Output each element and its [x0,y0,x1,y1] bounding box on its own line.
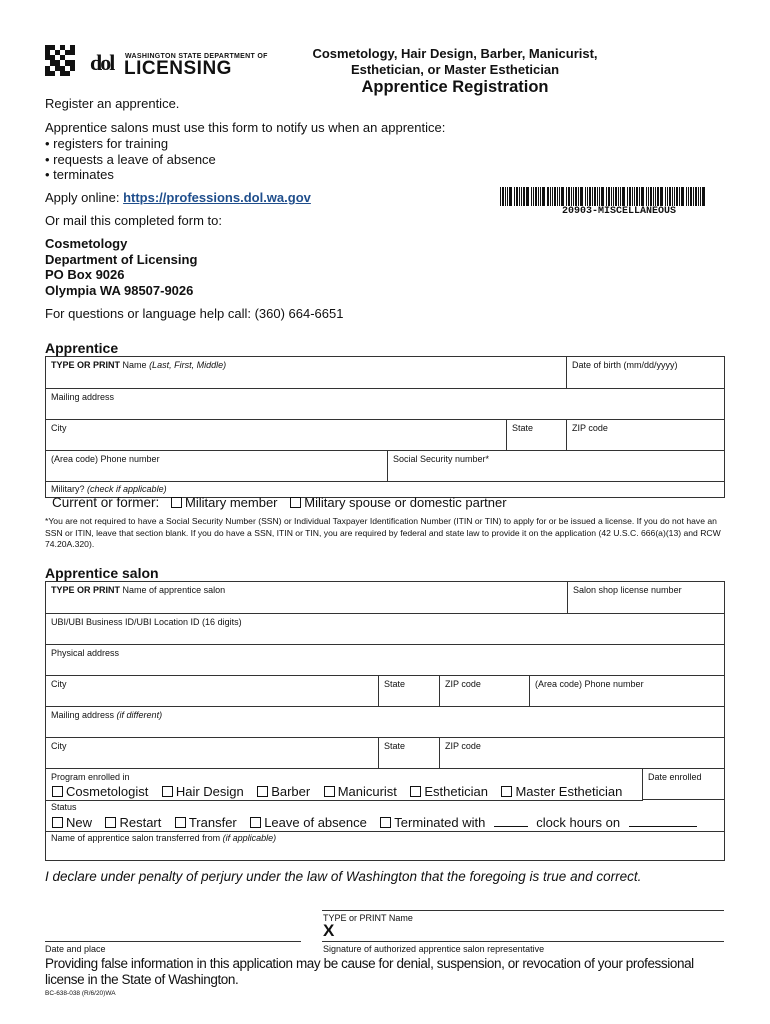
barcode-bar [538,187,539,206]
barcode-bar [669,187,671,206]
status-leave-checkbox[interactable]: Leave of absence [250,815,367,830]
barcode-bar [648,187,649,206]
date-enrolled-field[interactable]: Date enrolled [643,769,724,800]
apprentice-state-field[interactable]: State [507,420,567,451]
register-text: Register an apprentice. [45,96,180,111]
manicurist-checkbox[interactable]: Manicurist [324,784,397,799]
help-text: For questions or language help call: (360) 664-6651 [45,306,344,321]
apply-online-link[interactable]: https://professions.dol.wa.gov [123,190,311,205]
barcode-bar [601,187,604,206]
program-label: Program enrolled in [46,769,643,800]
barcode-bar [620,187,621,206]
barcode-bar [535,187,537,206]
barcode-bar [667,187,668,206]
date-place-label: Date and place [45,944,106,954]
declaration-statement: I declare under penalty of perjury under the law of Washington that the foregoing is true and correct. [45,869,642,884]
barcode-bar [533,187,534,206]
barcode-bar [702,187,705,206]
transferred-from-field[interactable]: Name of apprentice salon transferred from (if applicable) [51,833,277,843]
dol-logo-icon: dol [90,50,114,75]
barcode-bar [540,187,541,206]
military-spouse-checkbox[interactable]: Military spouse or domestic partner [290,495,506,510]
apprentice-mailing-field[interactable]: Mailing address [46,389,724,420]
mail-label: Or mail this completed form to: [45,213,222,228]
barber-checkbox[interactable]: Barber [257,784,310,799]
dob-field[interactable]: Date of birth (mm/dd/yyyy) [567,357,724,389]
barcode-bar [599,187,600,206]
signature-label: Signature of authorized apprentice salon representative [323,944,545,954]
barcode-icon [500,187,722,206]
barcode-bar [505,187,506,206]
barcode-bar [700,187,701,206]
salon-zip2-field[interactable]: ZIP code [440,738,724,769]
barcode-bar [519,187,520,206]
barcode-bar [672,187,673,206]
barcode-bar [622,187,625,206]
apprentice-table [45,356,725,498]
barcode-bar [587,187,588,206]
barcode-bar [592,187,593,206]
barcode-bar [571,187,572,206]
apprentice-heading: Apprentice [45,340,119,356]
barcode-bar [594,187,596,206]
barcode-bar [531,187,532,206]
barcode-bar [665,187,666,206]
barcode-bar [561,187,564,206]
barcode-bar [580,187,583,206]
barcode-bar [618,187,619,206]
barcode-text: 20903-MISCELLANEOUS [562,206,677,217]
barcode-bar [674,187,675,206]
barcode-bar [547,187,549,206]
barcode-bar [690,187,692,206]
form-title: Apprentice Registration [361,78,549,96]
master-esthetician-checkbox[interactable]: Master Esthetician [501,784,622,799]
form-code: BC-638-038 (R/6/20)WA [45,990,116,997]
barcode-bar [550,187,551,206]
false-info-warning: Providing false information in this application may be cause for denial, suspension, or revocation of your professional license in the State of Washington. [45,956,694,987]
ssn-note: *You are not required to have a Social Security Number (SSN) or Individual Taxpayer Identification Number (ITIN or TIN) to apply for or be issued a license. If you do not have an SSN or ITIN, leave that section blank. If you do have a SSN, ITIN or TIN, you are required by federal and state law to provide it on the application (42 U.S.C. 666(a)(13) and RCW 74.20A.320). [45,516,721,549]
clock-hours-label: clock hours on [536,815,621,830]
physical-address-field[interactable]: Physical address [46,645,724,676]
salon-name-field[interactable]: TYPE OR PRINT Name of apprentice salon [46,582,568,614]
barcode-bar [693,187,694,206]
military-options: Current or former: Military member Military spouse or domestic partner [52,495,507,510]
barcode-bar [679,187,680,206]
barcode-bar [559,187,560,206]
barcode-bar [552,187,553,206]
salon-state2-field[interactable]: State [379,738,440,769]
barcode-bar [597,187,598,206]
barcode-bar [573,187,574,206]
barcode-bar [608,187,610,206]
military-label: Military? (check if applicable) [51,484,167,494]
barcode-bar [568,187,570,206]
esthetician-checkbox[interactable]: Esthetician [410,784,488,799]
hair-design-checkbox[interactable]: Hair Design [162,784,244,799]
signature-x-mark: X [323,921,335,940]
barcode-bar [632,187,633,206]
barcode-bar [653,187,654,206]
list-item: • terminates [45,167,114,182]
status-label: Status [51,802,77,812]
ubi-field[interactable]: UBI/UBI Business ID/UBI Location ID (16 digits) [46,614,724,645]
barcode-bar [554,187,556,206]
barcode-bar [613,187,614,206]
bullet-list [45,136,216,183]
barcode-bar [641,187,644,206]
program-options [52,783,622,801]
barcode-bar [611,187,612,206]
print-name-label: TYPE or PRINT Name [323,913,413,923]
barcode-bar [589,187,591,206]
barcode-bar [502,187,504,206]
barcode-bar [639,187,640,206]
notify-text: Apprentice salons must use this form to notify us when an apprentice: [45,120,446,135]
qr-code-icon [45,45,75,76]
barcode-bar [627,187,628,206]
barcode-bar [542,187,545,206]
barcode-bar [686,187,687,206]
apprentice-city-field[interactable]: City [46,420,507,451]
salon-mailing-field[interactable]: Mailing address (if different) [46,707,724,738]
barcode-bar [557,187,558,206]
cosmetologist-checkbox[interactable]: Cosmetologist [52,784,148,799]
barcode-bar [578,187,579,206]
barcode-bar [526,187,529,206]
barcode-bar [660,187,663,206]
barcode-bar [681,187,684,206]
agency-name-small: WASHINGTON STATE DEPARTMENT OF [125,53,268,60]
barcode-bar [676,187,678,206]
apprentice-phone-field[interactable]: (Area code) Phone number [46,451,388,482]
salon-license-field[interactable]: Salon shop license number [568,582,724,614]
salon-city-field[interactable]: City [46,676,379,707]
barcode-bar [629,187,631,206]
status-transfer-checkbox[interactable]: Transfer [175,815,237,830]
barcode-bar [575,187,577,206]
apprentice-zip-field[interactable]: ZIP code [567,420,724,451]
barcode-bar [516,187,518,206]
salon-phone-field[interactable]: (Area code) Phone number [530,676,724,707]
barcode-bar [521,187,522,206]
salon-zip-field[interactable]: ZIP code [440,676,530,707]
ssn-field[interactable]: Social Security number* [388,451,724,482]
list-item: • registers for training [45,136,169,151]
barcode-bar [634,187,635,206]
barcode-bar [514,187,515,206]
agency-name-large: LICENSING [124,58,232,79]
barcode-bar [566,187,567,206]
terminated-date-input[interactable] [629,817,697,827]
barcode-bar [650,187,652,206]
apply-online: Apply online: https://professions.dol.wa.gov [45,190,311,205]
barcode-bar [507,187,508,206]
status-terminated-checkbox[interactable]: Terminated with [380,815,485,830]
barcode-bar [500,187,501,206]
barcode-bar [615,187,617,206]
clock-hours-input[interactable] [494,817,528,827]
barcode-bar [585,187,586,206]
barcode-bar [636,187,638,206]
barcode-bar [523,187,525,206]
date-place-input[interactable] [45,920,301,941]
salon-state-field[interactable]: State [379,676,440,707]
status-options [52,814,697,832]
barcode-bar [509,187,512,206]
barcode-bar [655,187,656,206]
barcode-bar [698,187,699,206]
status-restart-checkbox[interactable]: Restart [105,815,161,830]
salon-city2-field[interactable]: City [46,738,379,769]
barcode-bar [688,187,689,206]
barcode-bar [646,187,647,206]
apprentice-name-field[interactable]: TYPE OR PRINT Name (Last, First, Middle) [46,357,567,389]
form-subtitle: Cosmetology, Hair Design, Barber, Manicurist, Esthetician, or Master Esthetician [312,46,598,77]
barcode-bar [606,187,607,206]
signature-input[interactable] [340,920,724,941]
status-new-checkbox[interactable]: New [52,815,92,830]
mailing-address: Cosmetology Department of Licensing PO Box 9026 Olympia WA 98507-9026 [45,236,198,298]
list-item: • requests a leave of absence [45,151,216,167]
salon-heading: Apprentice salon [45,565,159,581]
barcode-bar [657,187,659,206]
military-member-checkbox[interactable]: Military member [171,495,277,510]
barcode-bar [695,187,697,206]
